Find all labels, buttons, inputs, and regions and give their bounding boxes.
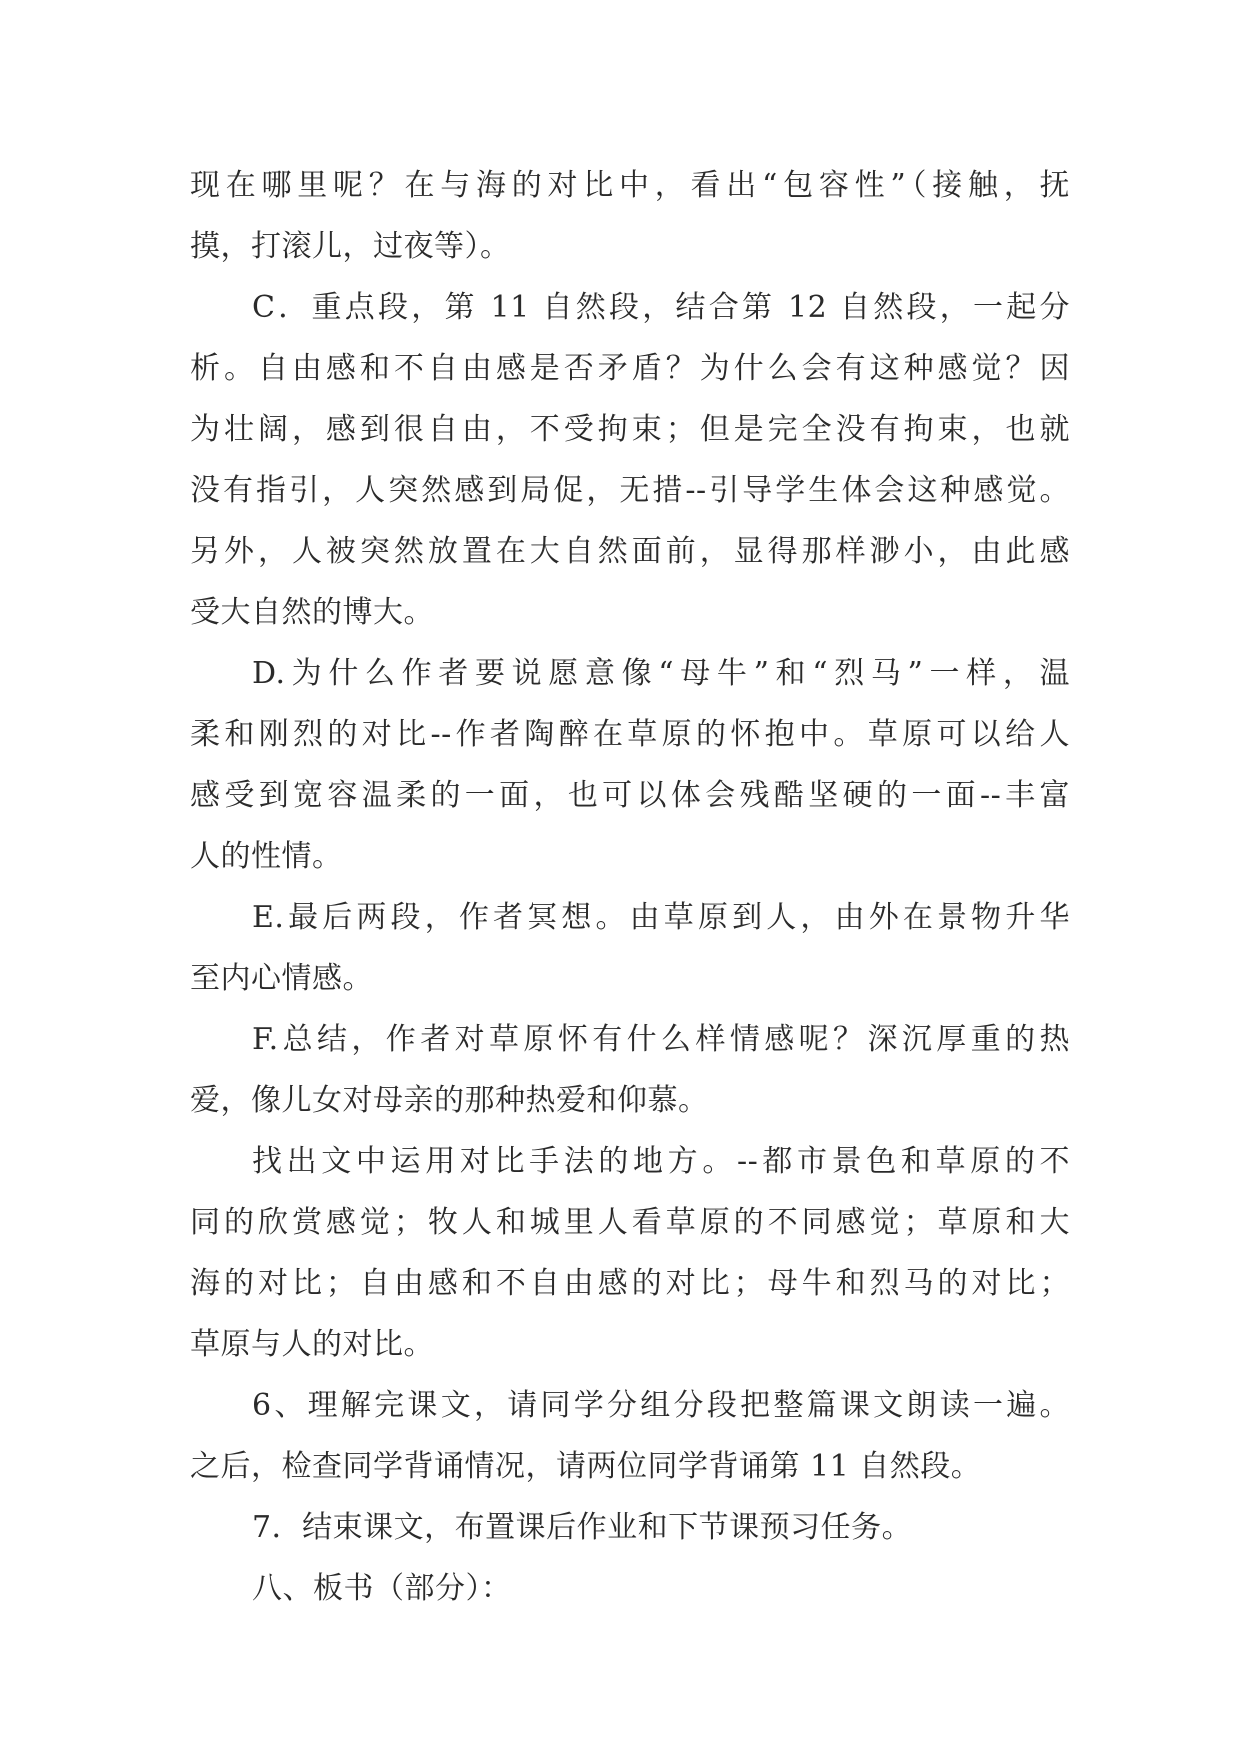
text-line: 人的性情。 — [190, 839, 343, 874]
text-line: D.为什么作者要说愿意像“母牛”和“烈马”一样，温 — [252, 656, 1070, 691]
text-line: 柔和刚烈的对比--作者陶醉在草原的怀抱中。草原可以给人 — [190, 717, 1070, 752]
section-heading: 八、板书（部分）： — [252, 1571, 512, 1606]
text-line: 同的欣赏感觉；牧人和城里人看草原的不同感觉；草原和大 — [190, 1205, 1070, 1240]
text-line: 感受到宽容温柔的一面，也可以体会残酷坚硬的一面--丰富 — [190, 778, 1070, 813]
text-line: 析。自由感和不自由感是否矛盾？为什么会有这种感觉？因 — [190, 351, 1070, 386]
text-line: 找出文中运用对比手法的地方。--都市景色和草原的不 — [252, 1144, 1070, 1179]
text-line: E.最后两段，作者冥想。由草原到人，由外在景物升华 — [252, 900, 1070, 935]
text-line: 草原与人的对比。 — [190, 1327, 434, 1362]
text-line: 现在哪里呢？在与海的对比中，看出“包容性”（接触，抚 — [190, 168, 1070, 203]
text-line: 没有指引，人突然感到局促，无措--引导学生体会这种感觉。 — [190, 473, 1070, 508]
text-line: F.总结，作者对草原怀有什么样情感呢？深沉厚重的热 — [252, 1022, 1070, 1057]
text-line: 之后，检查同学背诵情况，请两位同学背诵第 11 自然段。 — [190, 1449, 982, 1484]
text-line: 6、理解完课文，请同学分组分段把整篇课文朗读一遍。 — [252, 1388, 1070, 1423]
text-line: 爱，像儿女对母亲的那种热爱和仰慕。 — [190, 1083, 709, 1118]
text-line: 海的对比；自由感和不自由感的对比；母牛和烈马的对比； — [190, 1266, 1070, 1301]
text-line: 受大自然的博大。 — [190, 595, 434, 630]
text-line: 7．结束课文，布置课后作业和下节课预习任务。 — [252, 1510, 913, 1545]
text-line: 至内心情感。 — [190, 961, 373, 996]
text-line: C．重点段，第 11 自然段，结合第 12 自然段，一起分 — [252, 290, 1070, 325]
text-line: 另外，人被突然放置在大自然面前，显得那样渺小，由此感 — [190, 534, 1070, 569]
text-line: 摸，打滚儿，过夜等）。 — [190, 229, 511, 264]
text-line: 为壮阔，感到很自由，不受拘束；但是完全没有拘束，也就 — [190, 412, 1070, 447]
